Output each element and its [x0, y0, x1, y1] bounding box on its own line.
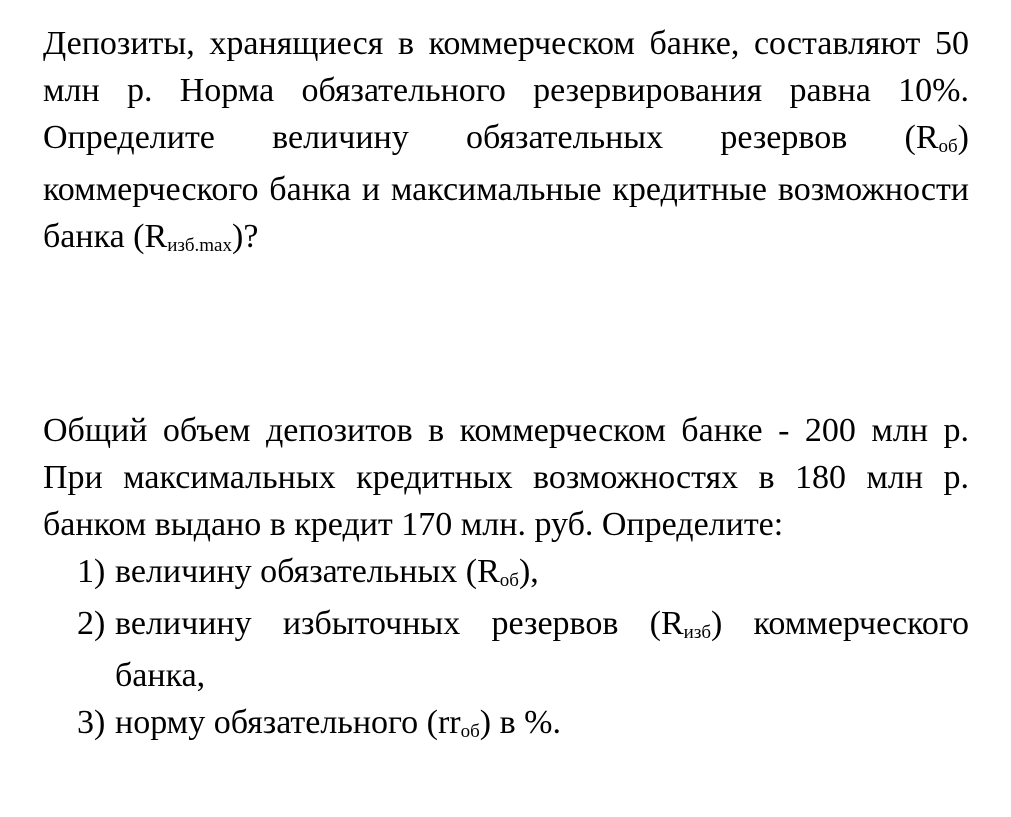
- task-list: [43, 548, 969, 751]
- task-item-2: [43, 600, 969, 699]
- subscript-ob: об: [460, 721, 480, 742]
- problem-2: [43, 407, 969, 751]
- task-text-a: величину обязательных (R: [115, 553, 500, 590]
- task-number: 3): [77, 704, 106, 741]
- task-text-a: норму обязательного (rr: [115, 704, 461, 741]
- task-number: 1): [77, 553, 106, 590]
- problem-1-part-a: Депозиты, хранящиеся в коммерческом банке, составляют 50 млн р. Норма обязательного резервирования равна 10%. Определите величину обязательных резервов (R: [43, 25, 969, 156]
- subscript-izb: изб: [683, 622, 711, 643]
- task-item-3: [43, 699, 969, 751]
- task-text-b: ),: [518, 553, 539, 590]
- problem-1-part-b: ) коммерческого банка и максимальные кредитные возможности банка (R: [43, 119, 969, 255]
- subscript-izb-max: изб.max: [167, 235, 232, 256]
- task-text-b: ) в %.: [479, 704, 561, 741]
- task-text-a: величину избыточных резервов (R: [115, 605, 684, 642]
- task-item-1: [43, 548, 969, 600]
- subscript-ob: об: [938, 136, 958, 157]
- task-number: 2): [77, 605, 106, 642]
- task-text-b: ) коммерческого банка,: [115, 605, 969, 694]
- problem-1-text: [43, 20, 969, 265]
- document-page: [43, 20, 969, 751]
- subscript-ob: об: [499, 570, 519, 591]
- problem-1-part-c: )?: [232, 218, 259, 255]
- problem-2-intro: Общий объем депозитов в коммерческом банке - 200 млн р. При максимальных кредитных возможностях в 180 млн р. банком выдано в кредит 170 млн. руб. Определите:: [43, 412, 969, 543]
